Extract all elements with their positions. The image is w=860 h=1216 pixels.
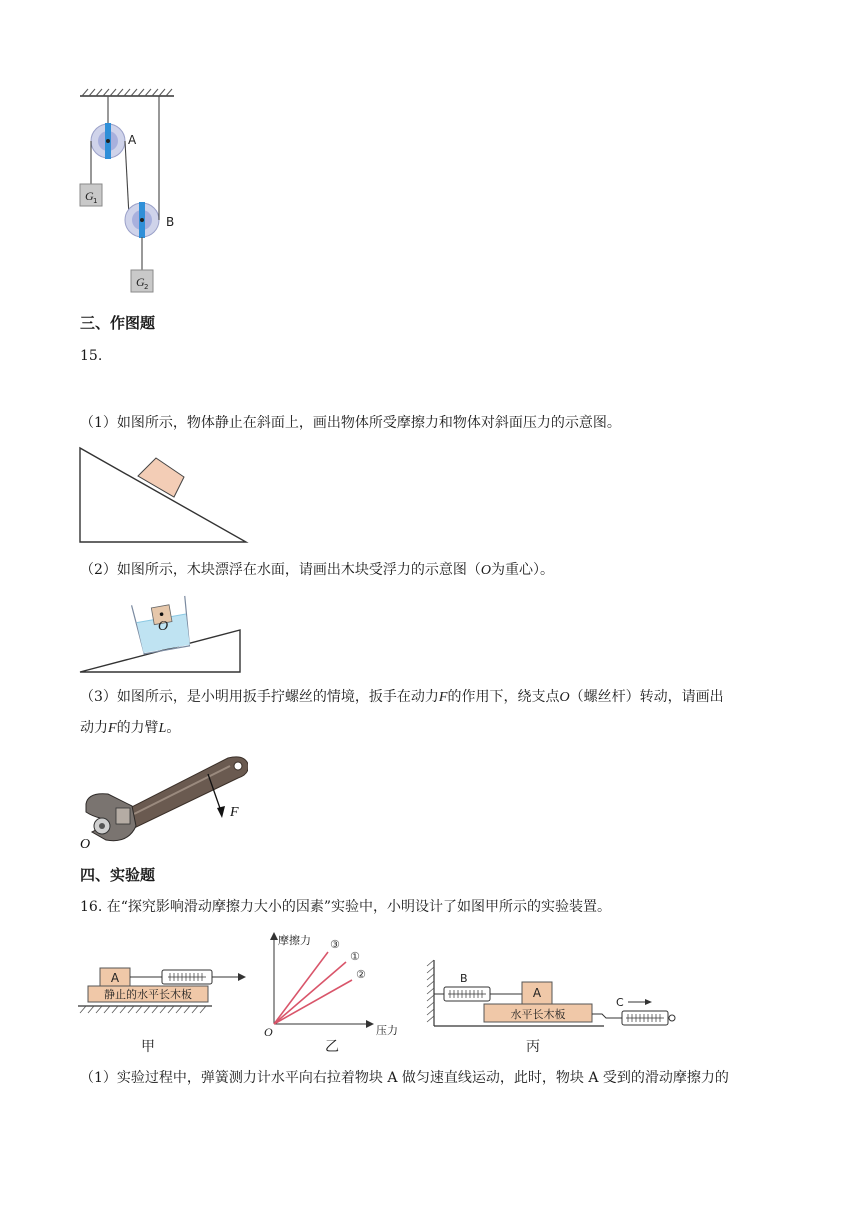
svg-text:1: 1 bbox=[93, 197, 98, 205]
question-15-2-text: （2）如图所示，木块漂浮在水面，请画出木块受浮力的示意图（O为重心）。 bbox=[80, 562, 555, 578]
question-16-1-text: （1）实验过程中，弹簧测力计水平向右拉着物块 A 做匀速直线运动，此时，物块 A 受到的滑动摩擦力的 bbox=[80, 1070, 729, 1086]
wrench-figure bbox=[78, 752, 248, 852]
pulley-figure bbox=[74, 84, 184, 296]
yi-line-2: ② bbox=[356, 968, 366, 981]
floating-block-figure bbox=[78, 588, 244, 676]
caption-yi: 乙 bbox=[325, 1039, 339, 1055]
question-15-1-text: （1）如图所示，物体静止在斜面上，画出物体所受摩擦力和物体对斜面压力的示意图。 bbox=[80, 415, 621, 431]
question-15-3-line2: 动力F的力臂L。 bbox=[80, 720, 181, 736]
yi-origin: O bbox=[264, 1025, 273, 1039]
bing-label-c: C bbox=[616, 996, 624, 1009]
figure-bing bbox=[426, 958, 678, 1030]
question-15-3-line1: （3）如图所示，是小明用扳手拧螺丝的情境，扳手在动力F的作用下，绕支点O（螺丝杆）转动，请画出 bbox=[80, 689, 724, 705]
bing-board-label: 水平长木板 bbox=[510, 1008, 566, 1021]
caption-jia: 甲 bbox=[141, 1039, 155, 1055]
bing-label-b: B bbox=[460, 972, 468, 985]
caption-bing: 丙 bbox=[526, 1039, 540, 1055]
section-4-title: 四、实验题 bbox=[80, 866, 156, 884]
jia-board-label: 静止的水平长木板 bbox=[104, 988, 192, 1001]
yi-ylabel: 摩擦力 bbox=[278, 934, 311, 947]
question-15-number: 15. bbox=[80, 348, 103, 364]
jia-block-label: A bbox=[110, 971, 120, 985]
pulley-a-label: A bbox=[128, 133, 137, 147]
pulley-b-label: B bbox=[166, 215, 175, 229]
section-3-title: 三、作图题 bbox=[80, 314, 156, 332]
g1-label: G bbox=[85, 189, 94, 203]
yi-line-3: ③ bbox=[330, 938, 340, 951]
bing-block-label: A bbox=[532, 986, 542, 1000]
pivot-o-label: O bbox=[80, 837, 91, 852]
incline-block-figure bbox=[78, 446, 250, 544]
center-o-label: O bbox=[158, 619, 169, 634]
question-16-intro: 16. 在“探究影响滑动摩擦力大小的因素”实验中，小明设计了如图甲所示的实验装置。 bbox=[80, 899, 612, 915]
force-f-label: F bbox=[230, 805, 239, 820]
figure-yi bbox=[262, 928, 412, 1040]
yi-line-1: ① bbox=[350, 950, 360, 963]
svg-text:2: 2 bbox=[144, 283, 149, 291]
g2-label: G bbox=[136, 275, 145, 289]
yi-xlabel: 压力 bbox=[376, 1024, 398, 1037]
figure-jia bbox=[78, 960, 248, 1022]
